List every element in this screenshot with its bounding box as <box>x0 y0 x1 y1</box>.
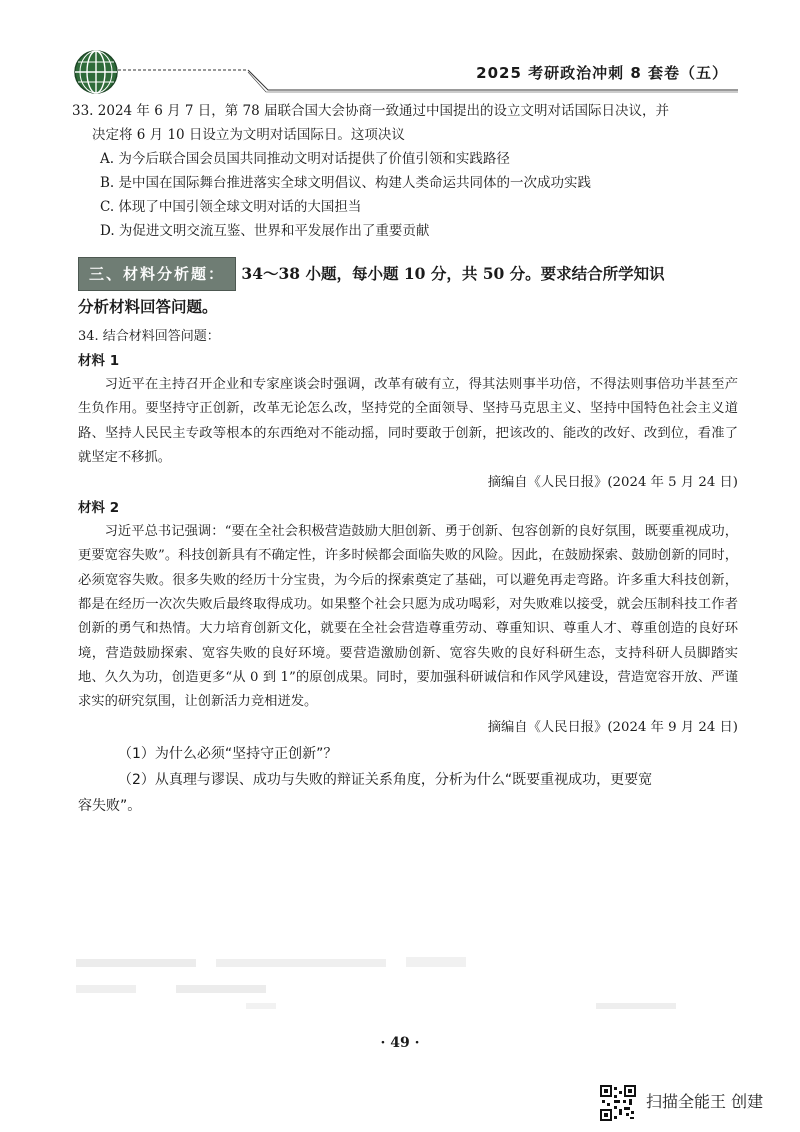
material-2-text: 习近平总书记强调：“要在全社会积极营造鼓励大胆创新、勇于创新、包容创新的良好氛围，既要重视成功，更要宽容失败”。科技创新具有不确定性，许多时候都会面临失败的风险。因此，在鼓励探索、鼓励创新的同时，必须宽容失败。很多失败的经历十分宝贵，为今后的探索奠定了基础，可以避免再走弯路。许多重大科技创新，都是在经历一次次失败后最终取得成功。如果整个社会只愿为成功喝彩，对失败难以接受，就会压制科技工作者创新的勇气和热情。大力培育创新文化，就要在全社会营造尊重劳动、尊重知识、尊重人才、尊重创造的良好环境，营造鼓励探索、宽容失败的良好环境。要营造激励创新、宽容失败的良好科研生态，支持科研人员脚踏实地、久久为功，创造更多“从 0 到 1”的原创成果。同时，要加强科研诚信和作风学风建设，营造宽容开放、严谨求实的研究氛围，让创新活力竞相迸发。 <box>78 524 738 710</box>
material-1-title: 材料 1 <box>78 353 120 369</box>
sub-question-1: （1）为什么必须“坚持守正创新”？ <box>118 745 338 762</box>
sub-question-2-line1: （2）从真理与谬误、成功与失败的辩证关系角度，分析为什么“既要重视成功，更要宽 <box>118 771 653 788</box>
q33-stem-line2: 决定将 6 月 10 日设立为文明对话国际日。这项决议 <box>92 127 405 143</box>
q33-option-d: D. 为促进文明交流互鉴、世界和平发展作出了重要贡献 <box>100 223 430 239</box>
page-number: · 49 · <box>380 1035 420 1051</box>
exam-title: 2025 考研政治冲刺 8 套卷（五） <box>476 64 728 82</box>
section-3-banner: 三、材料分析题： <box>78 257 236 291</box>
q33-option-c: C. 体现了中国引领全球文明对话的大国担当 <box>100 199 362 215</box>
sub-question-2-line2: 容失败”。 <box>78 797 142 814</box>
globe-logo-icon <box>72 48 120 96</box>
q34-stem: 34. 结合材料回答问题： <box>78 329 220 344</box>
material-2-title: 材料 2 <box>78 500 120 517</box>
material-2-source: 摘编自《人民日报》(2024 年 9 月 24 日) <box>487 719 738 735</box>
scan-artifact-marks <box>76 955 686 1015</box>
q33-option-a: A. 为今后联合国会员国共同推动文明对话提供了价值引领和实践路径 <box>100 151 510 167</box>
material-1-text: 习近平在主持召开企业和专家座谈会时强调，改革有破有立，得其法则事半功倍，不得法则事倍功半甚至产生负作用。要坚持守正创新，改革无论怎么改，坚持党的全面领导、坚持马克思主义、坚持中国特色社会主义道路、坚持人民民主专政等根本的东西绝对不能动摇，同时要敢于创新，把该改的、能改的改好、改到位，看准了就坚定不移抓。 <box>78 377 738 465</box>
material-1-source: 摘编自《人民日报》(2024 年 5 月 24 日) <box>487 475 738 491</box>
section-3-intro-line1: 34～38 小题，每小题 10 分，共 50 分。要求结合所学知识 <box>241 264 665 283</box>
question-34 <box>78 325 738 819</box>
question-33 <box>72 99 732 243</box>
scanner-watermark: 扫描全能王 创建 <box>646 1092 764 1111</box>
q33-option-b: B. 是中国在国际舞台推进落实全球文明倡议、构建人类命运共同体的一次成功实践 <box>100 175 592 191</box>
section-3-intro-line2: 分析材料回答问题。 <box>78 297 218 316</box>
qr-code-icon <box>600 1085 636 1121</box>
section-3-header <box>78 257 738 321</box>
q33-stem-line1: 33. 2024 年 6 月 7 日，第 78 届联合国大会协商一致通过中国提出的设立文明对话国际日决议，并 <box>72 103 670 119</box>
